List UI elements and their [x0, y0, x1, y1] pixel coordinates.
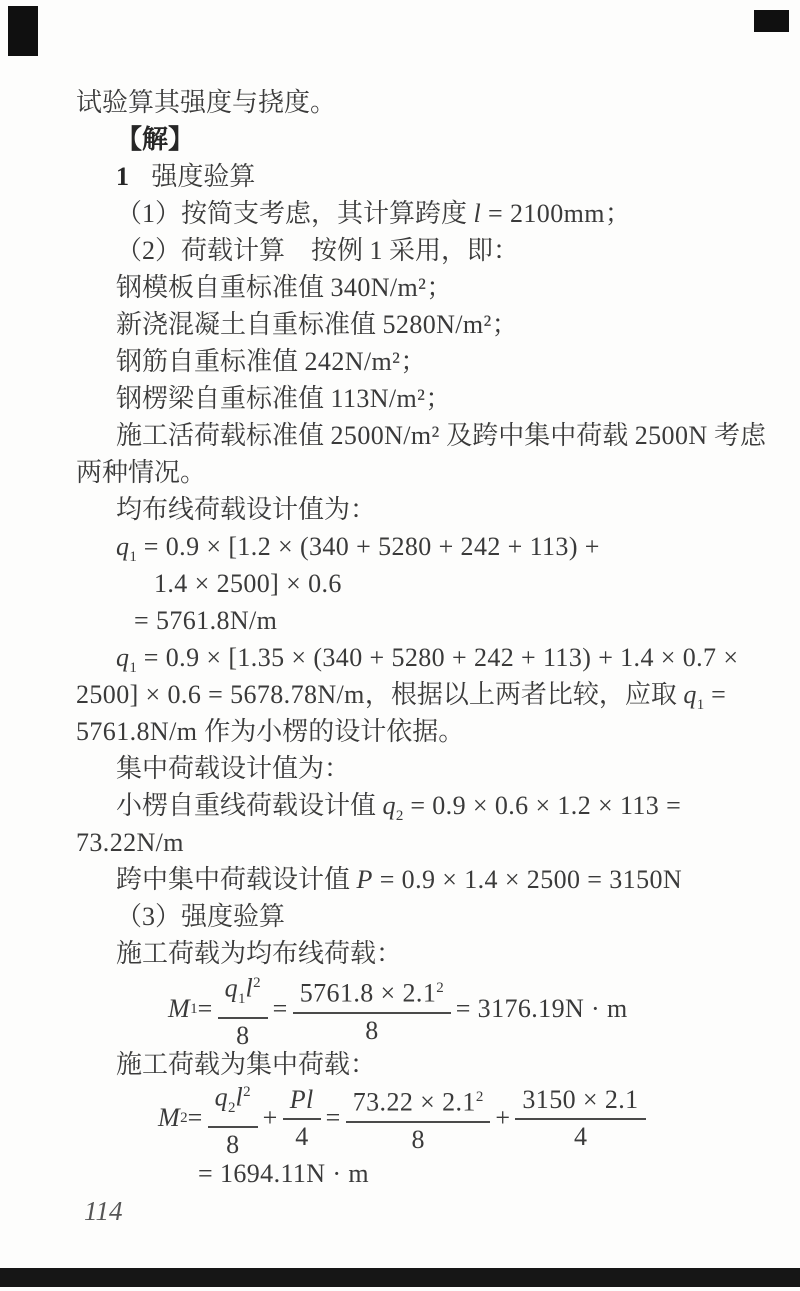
var-l: l: [245, 973, 254, 1003]
var-q-sub: 2: [228, 1099, 236, 1116]
fraction-denominator: 4: [515, 1118, 645, 1151]
section-number: 1: [116, 162, 130, 191]
live-load-cont: 两种情况。: [76, 458, 207, 487]
fraction-denominator: 4: [283, 1118, 321, 1151]
load-line-2: [76, 306, 766, 343]
var-q1: q: [116, 643, 130, 672]
var-l: l: [306, 1085, 314, 1114]
q1b-expr-1: = 0.9 × [1.35 × (340 + 5280 + 242 + 113) + 1.4 × 0.7 ×: [136, 643, 739, 672]
m2-plus2: +: [495, 1103, 511, 1132]
var-q2: q: [382, 791, 396, 820]
concentrated-heading-line: [76, 750, 766, 787]
m1-result: = 3176.19N · m: [455, 994, 628, 1023]
var-q1-sub: 1: [129, 549, 137, 566]
load-2-value: 5280N/m²；: [382, 310, 519, 339]
p-line: [76, 861, 766, 898]
var-p: P: [289, 1085, 307, 1114]
var-q1: q: [683, 680, 697, 709]
live-load-post: 考虑: [707, 421, 767, 450]
scan-bar-bottom: [0, 1268, 800, 1287]
q2-expr: = 0.9 × 0.6 × 1.2 × 113 =: [403, 791, 682, 820]
var-q-sub: 1: [238, 990, 246, 1007]
item-1-value: = 2100mm；: [481, 199, 632, 228]
m2-num-value: 73.22 × 2.1: [352, 1087, 476, 1117]
load-line-4: [76, 380, 766, 417]
item-1-line: [76, 195, 766, 232]
var-m2: M: [158, 1103, 181, 1132]
item-3-line: [76, 898, 766, 935]
load-1-value: 340N/m²；: [330, 273, 453, 302]
q2-label: 小楞自重线荷载设计值: [116, 791, 383, 820]
var-q1-sub: 1: [129, 660, 137, 677]
fraction-5761-8: [293, 973, 451, 1045]
var-m1: M: [168, 994, 191, 1023]
scan-mark-top-left: [8, 6, 38, 56]
live-load-line: [76, 417, 766, 454]
exponent: 2: [243, 1084, 251, 1101]
m2-result: = 1694.11N · m: [198, 1159, 369, 1188]
var-l: l: [473, 199, 482, 228]
item-3-text: （3）强度验算: [116, 902, 286, 931]
fraction-q1l2-8: [218, 968, 268, 1050]
fraction-numerator: [293, 973, 451, 1012]
load-4-value: 113N/m²；: [330, 384, 452, 413]
fraction-numerator: [218, 968, 268, 1017]
concentrated-heading: 集中荷载设计值为：: [116, 754, 351, 783]
intro-line: [76, 84, 766, 121]
formula-m2: [76, 1082, 766, 1159]
m2-heading: 施工荷载为集中荷载：: [116, 1050, 377, 1079]
m2-eq2: =: [325, 1103, 341, 1132]
uniform-heading: 均布线荷载设计值为：: [116, 495, 377, 524]
q1a-line-1: [76, 528, 766, 565]
exponent: 2: [475, 1089, 484, 1106]
item-2-line: [76, 232, 766, 269]
var-p: P: [356, 865, 373, 894]
var-m1-sub: 1: [190, 1000, 198, 1017]
m2-eq1: =: [187, 1103, 203, 1132]
load-1-label: 钢模板自重标准值: [116, 273, 331, 302]
live-load-mid: 及跨中集中荷载: [439, 421, 635, 450]
q1a-expr-1: = 0.9 × [1.2 × (340 + 5280 + 242 + 113) +: [136, 532, 600, 561]
fraction-73-22: [346, 1082, 491, 1154]
q1a-result: = 5761.8N/m: [134, 606, 278, 635]
q2-line-2: [76, 824, 766, 861]
p-label: 跨中集中荷载设计值: [116, 865, 357, 894]
q2-line-1: [76, 787, 766, 824]
var-q1-sub: 1: [696, 697, 705, 714]
live-load-cont-line: [76, 454, 766, 491]
fraction-denominator: 8: [218, 1017, 268, 1050]
q1a-expr-2: 1.4 × 2500] × 0.6: [154, 569, 342, 598]
q1b-line-2: [76, 676, 766, 713]
intro-text: 试验算其强度与挠度。: [76, 88, 337, 117]
load-3-value: 242N/m²；: [304, 347, 427, 376]
fraction-denominator: 8: [346, 1121, 491, 1154]
live-load-value-1: 2500N/m²: [330, 421, 440, 450]
load-3-label: 钢筋自重标准值: [116, 347, 305, 376]
q1a-line-2: [76, 565, 766, 602]
exponent: 2: [253, 975, 261, 992]
section-heading: [76, 158, 766, 195]
m1-eq1: =: [197, 994, 213, 1023]
item-2-text: （2）荷载计算 按例 1 采用，即：: [116, 236, 520, 265]
exponent: 2: [436, 980, 444, 997]
q1b-expr-2: 2500] × 0.6 = 5678.78N/m: [76, 680, 365, 709]
q1b-line-3: [76, 713, 766, 750]
m2-heading-line: [76, 1046, 766, 1083]
formula-m1: [76, 972, 766, 1050]
q1b-conclusion: 作为小楞的设计依据。: [204, 717, 465, 746]
fraction-numerator: [346, 1082, 491, 1121]
q1b-comment: ，根据以上两者比较，应取: [364, 680, 684, 709]
m1-eq2: =: [272, 994, 288, 1023]
var-q2-sub: 2: [395, 808, 404, 825]
m1-heading: 施工荷载为均布线荷载：: [116, 939, 403, 968]
page-content: [76, 84, 766, 1195]
q1b-result: 5761.8N/m: [76, 717, 205, 746]
item-1-text: （1）按简支考虑，其计算跨度: [116, 199, 474, 228]
m1-heading-line: [76, 935, 766, 972]
var-q: q: [214, 1082, 229, 1112]
formula-m2-result-line: [76, 1153, 766, 1195]
m2-num-value-2: 3150 × 2.1: [522, 1085, 639, 1114]
section-title: 强度验算: [151, 162, 256, 191]
p-expr: = 0.9 × 1.4 × 2500 = 3150N: [372, 865, 683, 894]
var-l: l: [235, 1082, 244, 1112]
solution-label: 【解】: [116, 125, 195, 154]
q1a-line-3: [76, 602, 766, 639]
fraction-denominator: 8: [208, 1126, 258, 1159]
m1-num-value: 5761.8 × 2.1: [299, 978, 437, 1008]
live-load-value-2: 2500N: [634, 421, 708, 450]
var-m2-sub: 2: [180, 1109, 188, 1126]
page-number: 114: [84, 1196, 123, 1226]
live-load-label: 施工活荷载标准值: [116, 421, 331, 450]
q1b-eq: =: [704, 680, 727, 709]
fraction-3150: [515, 1085, 645, 1151]
fraction-q2l2-8: [208, 1077, 258, 1159]
m2-plus1: +: [262, 1103, 278, 1132]
fraction-numerator: [208, 1077, 258, 1126]
scan-mark-top-right: [754, 10, 789, 32]
load-4-label: 钢楞梁自重标准值: [116, 384, 331, 413]
var-q: q: [224, 973, 239, 1003]
load-2-label: 新浇混凝土自重标准值: [116, 310, 383, 339]
var-q1: q: [116, 532, 130, 561]
load-line-1: [76, 269, 766, 306]
q1b-line-1: [76, 639, 766, 676]
q2-result: 73.22N/m: [76, 828, 184, 857]
fraction-numerator: [283, 1085, 321, 1118]
fraction-denominator: 8: [293, 1012, 451, 1045]
load-line-3: [76, 343, 766, 380]
uniform-heading-line: [76, 491, 766, 528]
solution-label-line: [76, 121, 766, 158]
fraction-numerator: [515, 1085, 645, 1118]
fraction-pl-4: [283, 1085, 321, 1151]
